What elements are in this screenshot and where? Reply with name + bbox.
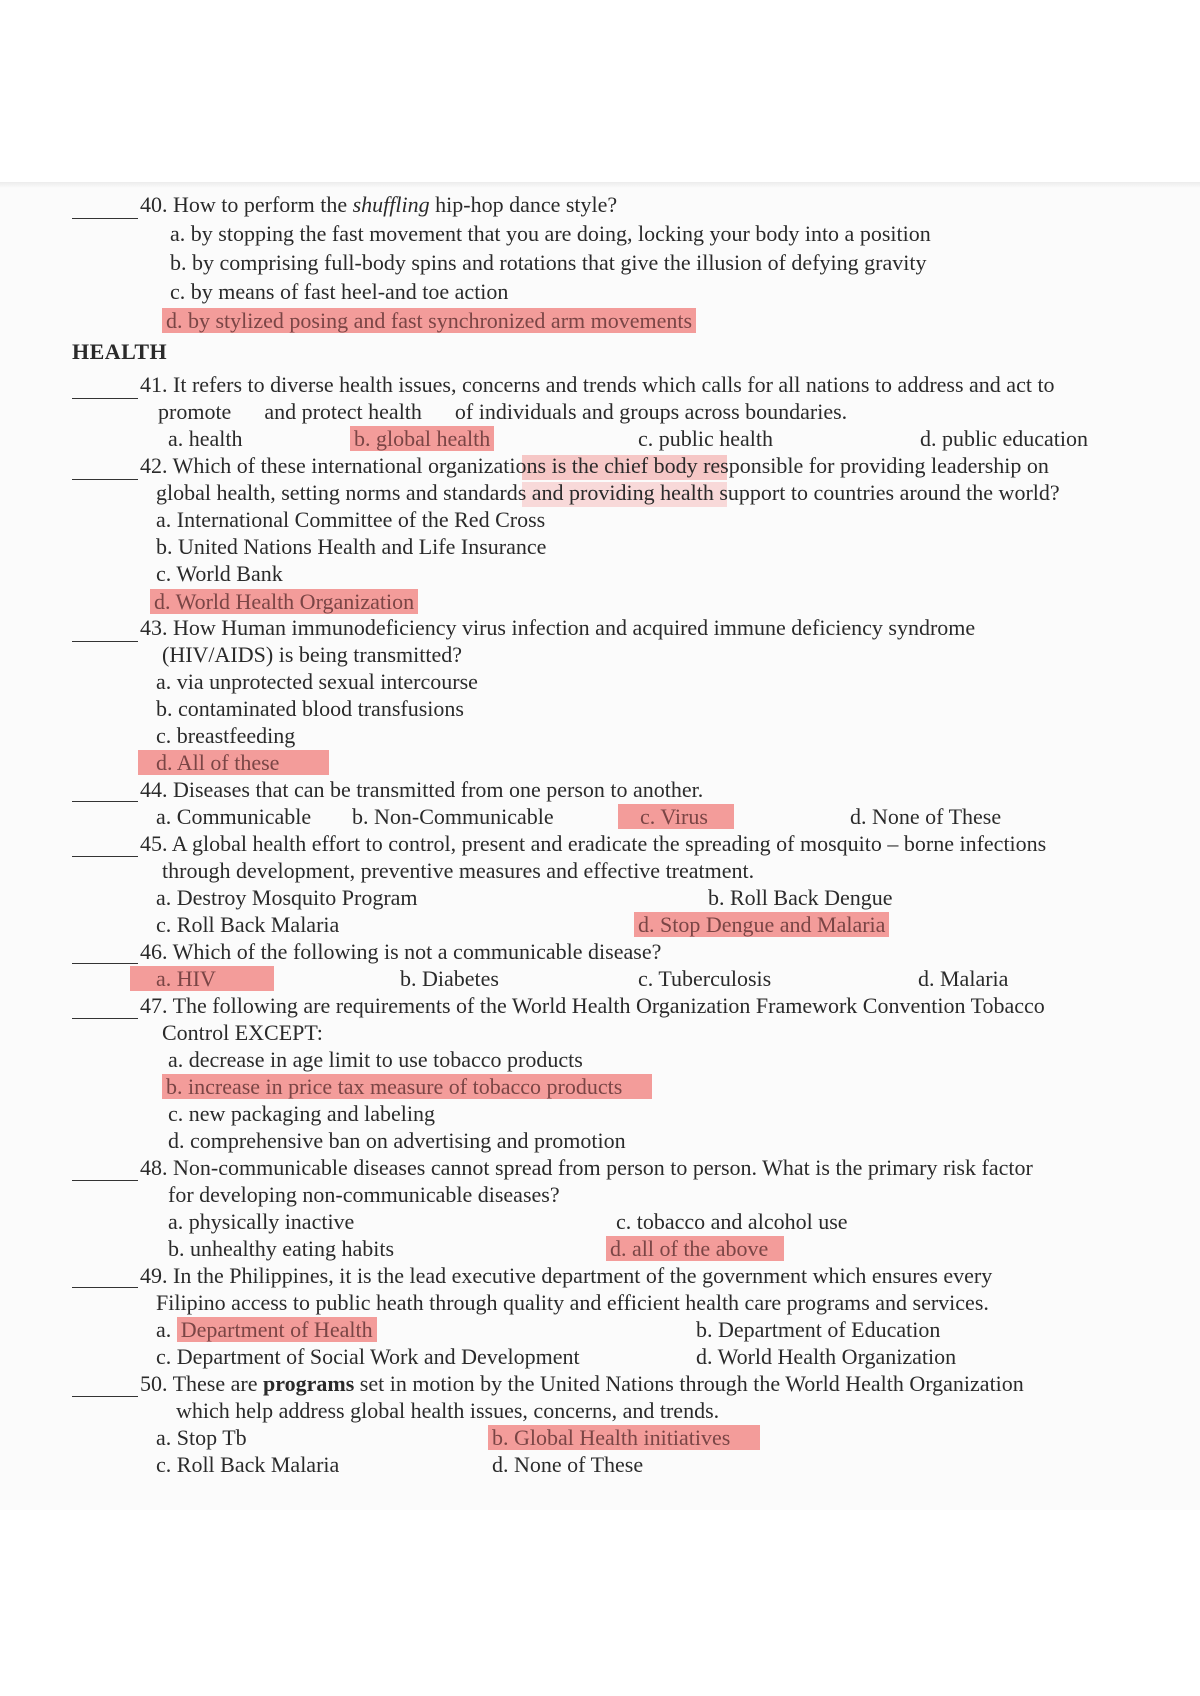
question-43-stem: 43. How Human immunodeficiency virus infection and acquired immune deficiency syndrome <box>140 615 976 640</box>
question-47-stem: 47. The following are requirements of the World Health Organization Framework Convention Tobacco <box>140 993 1045 1018</box>
option-c: c. breastfeeding <box>156 723 296 748</box>
option-prefix: a. <box>156 1317 177 1342</box>
option-d-highlighted <box>150 588 418 615</box>
question-40-stem <box>140 191 617 218</box>
question-46-stem: 46. Which of the following is not a communicable disease? <box>140 939 662 964</box>
question-47-stem-cont: Control EXCEPT: <box>162 1020 323 1045</box>
answer-highlight: b. global health <box>350 426 494 451</box>
question-44-stem: 44. Diseases that can be transmitted from one person to another. <box>140 777 704 802</box>
option-c: c. new packaging and labeling <box>168 1101 435 1126</box>
option-d-highlighted <box>162 307 696 334</box>
option-b: b. contaminated blood transfusions <box>156 696 464 721</box>
answer-highlight: d. World Health Organization <box>150 589 418 614</box>
answer-highlight: d. by stylized posing and fast synchronized arm movements <box>162 308 696 333</box>
question-41-stem-cont: promote and protect health of individuals and groups across boundaries. <box>158 399 848 424</box>
stem-emphasis: shuffling <box>352 192 430 217</box>
page-edge <box>0 182 1200 188</box>
option-d: d. Malaria <box>918 966 1009 991</box>
option-d-highlighted <box>634 911 889 938</box>
option-a-highlighted <box>130 965 274 992</box>
option-b: b. Department of Education <box>696 1317 941 1342</box>
option-c: c. Roll Back Malaria <box>156 912 340 937</box>
option-b: b. unhealthy eating habits <box>168 1236 395 1261</box>
option-a: a. health <box>168 426 243 451</box>
question-41-stem: 41. It refers to diverse health issues, concerns and trends which calls for all nations to address and act to <box>140 372 1055 397</box>
question-42-stem: 42. Which of these international organizations is the chief body responsible for providing leadership on <box>140 453 1049 478</box>
option-c: c. by means of fast heel-and toe action <box>170 279 509 304</box>
option-d-highlighted <box>138 749 329 776</box>
answer-highlight: d. all of the above <box>606 1236 784 1261</box>
option-a: a. by stopping the fast movement that you are doing, locking your body into a position <box>170 221 931 246</box>
option-a: a. via unprotected sexual intercourse <box>156 669 478 694</box>
stem-text: set in motion by the United Nations through the World Health Organization <box>354 1371 1024 1396</box>
option-c: c. public health <box>638 426 774 451</box>
answer-blank[interactable] <box>72 963 138 964</box>
question-49-stem-cont: Filipino access to public heath through quality and efficient health care programs and services. <box>156 1290 989 1315</box>
answer-highlight: d. Stop Dengue and Malaria <box>634 912 889 937</box>
answer-blank[interactable] <box>72 398 138 399</box>
answer-blank[interactable] <box>72 641 138 642</box>
question-49-stem: 49. In the Philippines, it is the lead executive department of the government which ensures every <box>140 1263 993 1288</box>
option-c: c. Department of Social Work and Development <box>156 1344 580 1369</box>
answer-blank[interactable] <box>72 1287 138 1288</box>
option-a: a. Communicable <box>156 804 312 829</box>
option-a: a. Stop Tb <box>156 1425 247 1450</box>
question-45-stem-cont: through development, preventive measures and effective treatment. <box>162 858 755 883</box>
answer-highlight: d. All of these <box>138 750 329 775</box>
question-45-stem: 45. A global health effort to control, present and eradicate the spreading of mosquito – borne infections <box>140 831 1047 856</box>
option-a: a. physically inactive <box>168 1209 355 1234</box>
option-b: b. Non-Communicable <box>352 804 554 829</box>
option-b-highlighted <box>488 1424 760 1451</box>
option-b-highlighted <box>350 425 494 452</box>
answer-highlight: b. Global Health initiatives <box>488 1425 760 1450</box>
option-c: c. World Bank <box>156 561 283 586</box>
answer-highlight: c. Virus <box>618 804 734 829</box>
option-d-highlighted <box>606 1235 784 1262</box>
option-a-highlighted <box>156 1316 377 1343</box>
answer-blank[interactable] <box>72 1180 138 1181</box>
answer-highlight: a. HIV <box>130 966 274 991</box>
answer-highlight: b. increase in price tax measure of tobacco products <box>162 1074 652 1099</box>
stem-text: 40. How to perform the <box>140 192 353 217</box>
question-50-stem <box>140 1370 1024 1397</box>
question-48-stem: 48. Non-communicable diseases cannot spread from person to person. What is the primary risk factor <box>140 1155 1033 1180</box>
option-c: c. tobacco and alcohol use <box>616 1209 848 1234</box>
option-a: a. decrease in age limit to use tobacco products <box>168 1047 583 1072</box>
answer-blank[interactable] <box>72 479 138 480</box>
answer-blank[interactable] <box>72 218 138 219</box>
answer-blank[interactable] <box>72 856 138 857</box>
question-48-stem-cont: for developing non-communicable diseases? <box>168 1182 560 1207</box>
option-a: a. International Committee of the Red Cross <box>156 507 546 532</box>
stem-text: 50. These are <box>140 1371 263 1396</box>
option-b-highlighted <box>162 1073 652 1100</box>
option-d: d. None of These <box>492 1452 644 1477</box>
option-a: a. Destroy Mosquito Program <box>156 885 418 910</box>
option-b: b. by comprising full-body spins and rotations that give the illusion of defying gravity <box>170 250 927 275</box>
option-d: d. comprehensive ban on advertising and promotion <box>168 1128 626 1153</box>
option-d: d. None of These <box>850 804 1002 829</box>
option-b: b. Roll Back Dengue <box>708 885 893 910</box>
question-43-stem-cont: (HIV/AIDS) is being transmitted? <box>162 642 462 667</box>
answer-blank[interactable] <box>72 1396 138 1397</box>
question-50-stem-cont: which help address global health issues, concerns, and trends. <box>176 1398 720 1423</box>
answer-highlight: Department of Health <box>177 1317 377 1342</box>
option-b: b. United Nations Health and Life Insurance <box>156 534 547 559</box>
section-heading: HEALTH <box>72 339 168 364</box>
option-d: d. World Health Organization <box>696 1344 957 1369</box>
option-c-highlighted <box>618 803 734 830</box>
answer-blank[interactable] <box>72 801 138 802</box>
stem-emphasis: programs <box>263 1371 355 1396</box>
answer-blank[interactable] <box>72 1018 138 1019</box>
option-c: c. Tuberculosis <box>638 966 772 991</box>
stem-text: hip-hop dance style? <box>429 192 618 217</box>
question-42-stem-cont: global health, setting norms and standards and providing health support to countries around the world? <box>156 480 1060 505</box>
option-c: c. Roll Back Malaria <box>156 1452 340 1477</box>
option-b: b. Diabetes <box>400 966 499 991</box>
option-d: d. public education <box>920 426 1089 451</box>
